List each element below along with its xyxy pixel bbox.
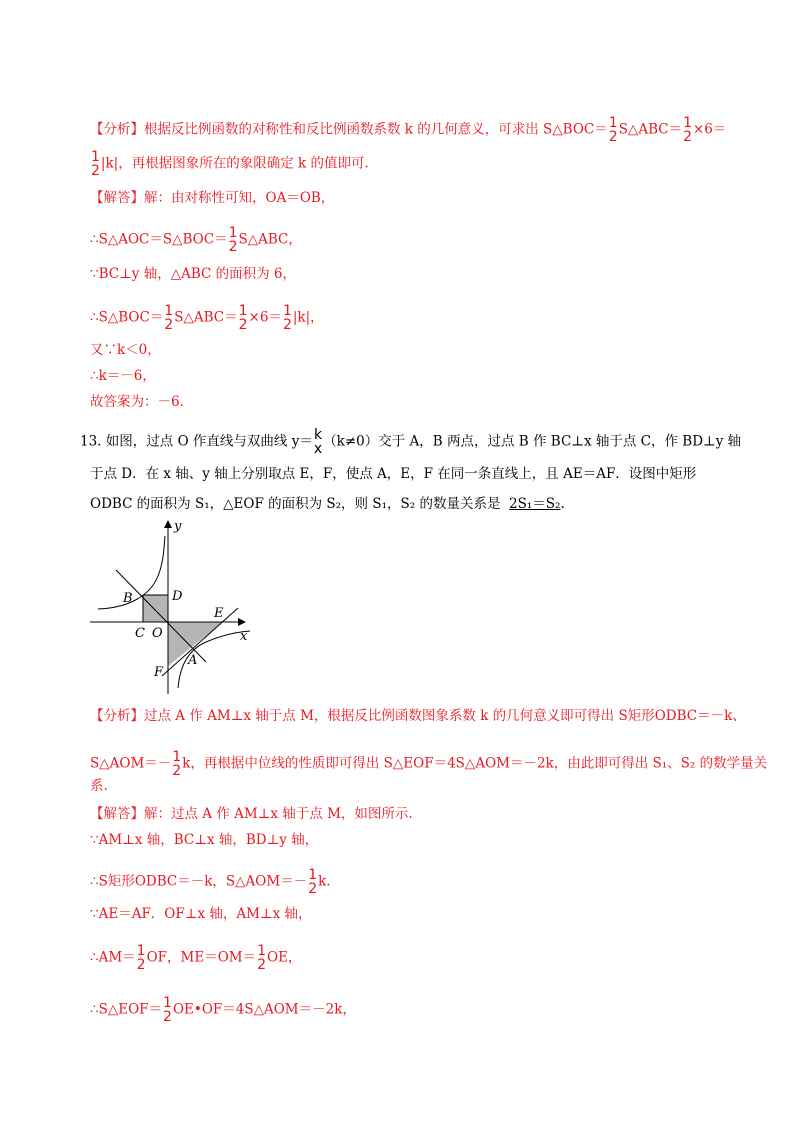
hyperbola-figure (88, 516, 258, 696)
fraction-half: 1 2 (172, 749, 182, 779)
analysis-label: 【分析】 (90, 121, 144, 138)
label-b: B (123, 591, 133, 606)
q13-solution-line-4: ∵AE＝AF．OF⊥x 轴，AM⊥x 轴， (90, 906, 312, 922)
q12-solution-line-5: 又∵k＜0， (90, 342, 161, 358)
q13-solution-line-3: ∴S矩形ODBC＝－k，S△AOM＝－ 1 2 k. (90, 867, 331, 897)
fraction-half: 1 2 (91, 149, 100, 179)
q12-analysis-line-2: 1 2 |k|，再根据图象所在的象限确定 k 的值即可. (91, 149, 369, 179)
q13-analysis-line-1: 【分析】过点 A 作 AM⊥x 轴于点 M，根据反比例函数图象系数 k 的几何意义即可得出 S矩形ODBC＝－k、 (90, 708, 746, 724)
q13-solution-line-6: ∴S△EOF＝ 1 2 OE•OF＝4S△AOM＝－2k， (90, 995, 356, 1025)
q13-stem-line-3: ODBC 的面积为 S₁，△EOF 的面积为 S₂，则 S₁，S₂ 的数量关系是 2S₁＝S₂. (90, 496, 565, 512)
label-y: y (174, 519, 182, 534)
q12-analysis-line-1: 【分析】根据反比例函数的对称性和反比例函数系数 k 的几何意义，可求出 S△BOC＝ 1 2 S△ABC＝ 1 2 ×6＝ (90, 115, 727, 145)
q13-solution-line-1: 【解答】解：过点 A 作 AM⊥x 轴于点 M，如图所示. (90, 806, 413, 822)
analysis-label: 【分析】 (90, 708, 144, 724)
q12-solution-line-3: ∵BC⊥y 轴，△ABC 的面积为 6， (90, 266, 297, 282)
q12-solution-line-2: ∴S△AOC＝S△BOC＝ 1 2 S△ABC， (90, 225, 302, 255)
fraction-half: 1 2 (683, 115, 692, 145)
fraction-half: 1 2 (238, 303, 248, 333)
label-e: E (214, 606, 224, 621)
fraction-k-over-x: k x (313, 427, 323, 457)
q13-solution-line-2: ∵AM⊥x 轴，BC⊥x 轴，BD⊥y 轴， (90, 832, 319, 848)
q12-solution-line-1: 【解答】解：由对称性可知，OA＝OB， (90, 190, 335, 206)
y-axis-arrow (164, 520, 172, 528)
q13-analysis-line-3: 系. (90, 778, 108, 794)
q13-stem-line-2: 于点 D．在 x 轴、y 轴上分别取点 E，F，使点 A，E，F 在同一条直线上，且 AE＝AF．设图中矩形 (90, 466, 697, 482)
q13-analysis-line-2: S△AOM＝－ 1 2 k，再根据中位线的性质即可得出 S△EOF＝4S△AOM＝－2k，由此即可得出 S₁、S₂ 的数学量关 (90, 749, 768, 779)
question-number: 13. (80, 433, 102, 450)
fraction-half: 1 2 (308, 867, 318, 897)
label-x: x (240, 629, 248, 644)
fraction-half: 1 2 (608, 115, 618, 145)
answer-blank: 2S₁＝S₂ (509, 496, 561, 512)
label-d: D (172, 589, 183, 604)
q12-solution-line-6: ∴k＝－6， (90, 368, 156, 384)
solution-label: 【解答】 (90, 806, 144, 822)
fraction-half: 1 2 (257, 943, 267, 973)
fraction-half: 1 2 (164, 303, 174, 333)
x-axis-arrow (238, 618, 246, 626)
fraction-half: 1 2 (282, 303, 292, 333)
label-o: O (152, 626, 163, 641)
fraction-half: 1 2 (136, 943, 146, 973)
q12-solution-line-7: 故答案为：－6. (90, 394, 184, 410)
q12-solution-line-4: ∴S△BOC＝ 1 2 S△ABC＝ 1 2 ×6＝ 1 2 |k|， (90, 303, 324, 333)
fraction-half: 1 2 (228, 225, 238, 255)
rectangle-odbc (143, 595, 168, 622)
q13-stem-line-1: 13. 如图，过点 O 作直线与双曲线 y＝ k x （k≠0）交于 A，B 两点，过点 B 作 BC⊥x 轴于点 C，作 BD⊥y 轴 (80, 427, 742, 457)
label-a: A (188, 653, 198, 668)
fraction-half: 1 2 (163, 995, 172, 1025)
label-c: C (135, 626, 145, 641)
q13-solution-line-5: ∴AM＝ 1 2 OF，ME＝OM＝ 1 2 OE， (90, 943, 302, 973)
label-f: F (154, 665, 164, 680)
solution-label: 【解答】 (90, 190, 144, 206)
